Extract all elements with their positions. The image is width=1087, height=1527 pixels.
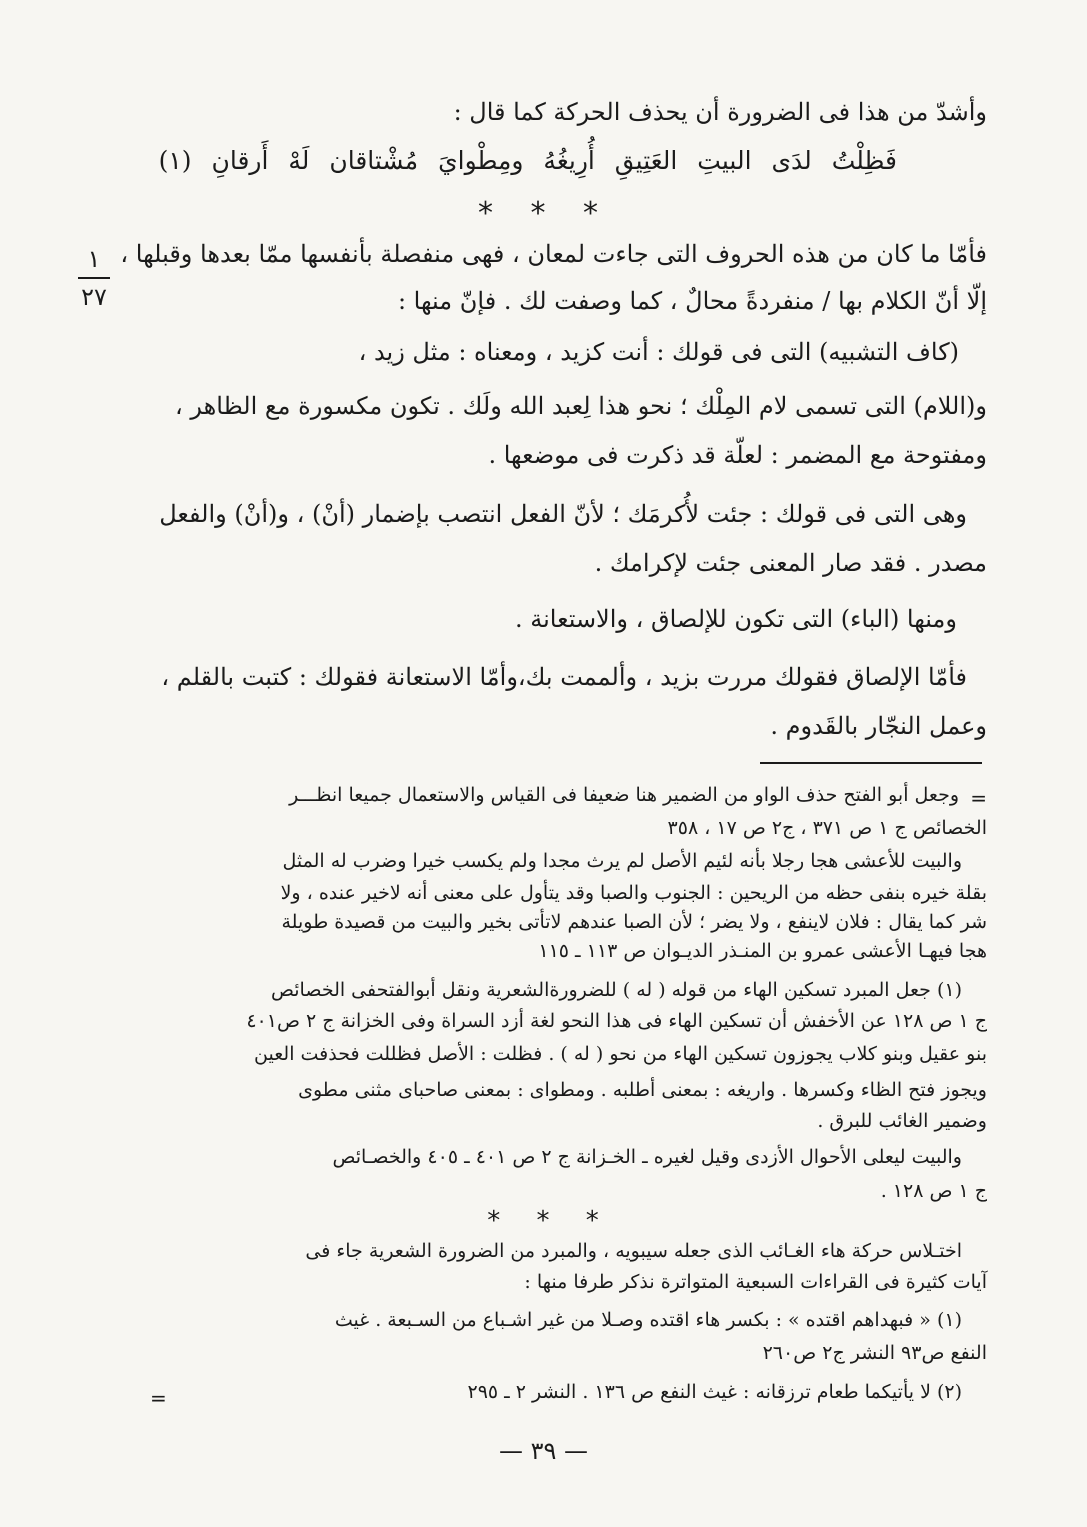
note-3-line-1: (١) جعل المبرد تسكين الهاء من قوله ( له ) للضرورةالشعرية ونقل أبوالفتحفى الخصائص <box>270 979 962 1001</box>
margin-folio-reference <box>72 245 116 311</box>
section-stars: * * * <box>477 196 613 231</box>
paragraph-4-line-1: وهى التى فى قولك : جئت لأُكرمَك ؛ لأنّ الفعل انتصب بإضمار (أنْ) ، و(أنْ) والفعل <box>159 500 967 528</box>
notes-stars: * * * <box>487 1206 613 1236</box>
verse-line: فَظِلْتُ لدَى البيتِ العَتِيقِ أُرِيغُهُ ومِطْوايَ مُشْتاقان لَهْ أَرقانِ (١) <box>158 146 897 175</box>
note-1-line-1: وجعل أبو الفتح حذف الواو من الضمير هنا ضعيفا فى القياس والاستعمال جميعا انظـــر <box>289 784 959 806</box>
paragraph-2: (كاف التشبيه) التى فى قولك : أنت كزيد ، ومعناه : مثل زيد ، <box>358 338 959 366</box>
note-4-line-2: ج ١ ص ١٢٨ . <box>880 1180 987 1202</box>
paragraph-1-line-2: إلّا أنّ الكلام بها / منفردةً محالٌ ، كما وصفت لك . فإنّ منها : <box>397 287 987 315</box>
note-1-line-2: الخصائص ج ١ ص ٣٧١ ، ج٢ ص ١٧ ، ٣٥٨ <box>667 817 987 839</box>
note-5-line-2: آيات كثيرة فى القراءات السبعية المتواترة نذكر طرفا منها : <box>524 1271 987 1293</box>
paragraph-3-line-1: و(اللام) التى تسمى لام المِلْك ؛ نحو هذا لِعبد الله ولَك . تكون مكسورة مع الظاهر ، <box>174 392 987 420</box>
note-3-line-5: وضمير الغائب للبرق . <box>817 1110 987 1132</box>
note-2-line-1: والبيت للأعشى هجا رجلا بأنه لئيم الأصل لم يرث مجدا ولم يكسب خيرا وضرب له المثل <box>282 850 962 872</box>
margin-folio-bottom: ٢٧ <box>81 283 107 311</box>
paragraph-6-line-2: وعمل النجّار بالقَدوم . <box>770 712 987 740</box>
paragraph-6-line-1: فأمّا الإلصاق فقولك مررت بزيد ، وألممت بك،وأمّا الاستعانة فقولك : كتبت بالقلم ، <box>161 663 967 691</box>
note-5-line-1: اختـلاس حركة هاء الغـائب الذى جعله سيبويه ، والمبرد من الضرورة الشعرية جاء فى <box>305 1240 962 1262</box>
note-6-line-1: (١) « فبهداهم اقتده » : بكسر هاء اقتده وصـلا من غير اشـباع من السـبعة . غيث <box>334 1309 962 1331</box>
continuation-mark-bottom: = <box>150 1386 167 1410</box>
note-3-line-4: ويجوز فتح الظاء وكسرها . واريغه : بمعنى أطلبه . ومطواى : بمعنى صاحباى مثنى مطوى <box>298 1079 987 1101</box>
margin-folio-top: ١ <box>87 245 101 273</box>
main-line-1: وأشدّ من هذا فى الضرورة أن يحذف الحركة كما قال : <box>453 98 987 126</box>
note-4-line-1: والبيت ليعلى الأحوال الأزدى وقيل لغيره ـ الخـزانة ج ٢ ص ٤٠١ ـ ٤٠٥ والخصـائص <box>332 1146 962 1168</box>
paragraph-5: ومنها (الباء) التى تكون للإلصاق ، والاستعانة . <box>515 605 957 633</box>
note-3-line-2: ج ١ ص ١٢٨ عن الأخفش أن تسكين الهاء فى هذا النحو لغة أزد السراة وفى الخزانة ج ٢ ص٤٠١ <box>246 1010 987 1032</box>
note-7: (٢) لا يأتيكما طعام ترزقانه : غيث النفع ص ١٣٦ . النشر ٢ ـ ٢٩٥ <box>467 1381 962 1403</box>
note-2-line-4: هجا فيهـا الأعشى عمرو بن المنـذر الديـوان ص ١١٣ ـ ١١٥ <box>538 940 987 962</box>
footnote-separator <box>760 762 982 764</box>
margin-folio-rule <box>78 277 110 279</box>
note-2-line-3: شر كما يقال : فلان لاينفع ، ولا يضر ؛ لأن الصبا عندهم لاتأتى بخير والبيت من قصيدة طويلة <box>281 911 987 933</box>
page-number: — ٣٩ — <box>498 1437 589 1465</box>
paragraph-3-line-2: ومفتوحة مع المضمر : لعلّة قد ذكرت فى موضعها . <box>488 441 987 469</box>
note-2-line-2: بقلة خيره بنفى حظه من الريحين : الجنوب والصبا وقد يتأول على معنى أنه لاخير عنده ، ولا <box>280 882 987 904</box>
paragraph-4-line-2: مصدر . فقد صار المعنى جئت لإكرامك . <box>594 549 987 577</box>
paragraph-1-line-1: فأمّا ما كان من هذه الحروف التى جاءت لمعان ، فهى منفصلة بأنفسها ممّا بعدها وقبلها ، <box>120 240 987 268</box>
note-3-line-3: بنو عقيل وبنو كلاب يجوزون تسكين الهاء من نحو ( له ) . فظلت : الأصل فظللت فحذفت العين <box>254 1043 987 1065</box>
continuation-mark-top: = <box>970 786 987 810</box>
note-6-line-2: النفع ص٩٣ النشر ج٢ ص٢٦٠ <box>762 1342 987 1364</box>
